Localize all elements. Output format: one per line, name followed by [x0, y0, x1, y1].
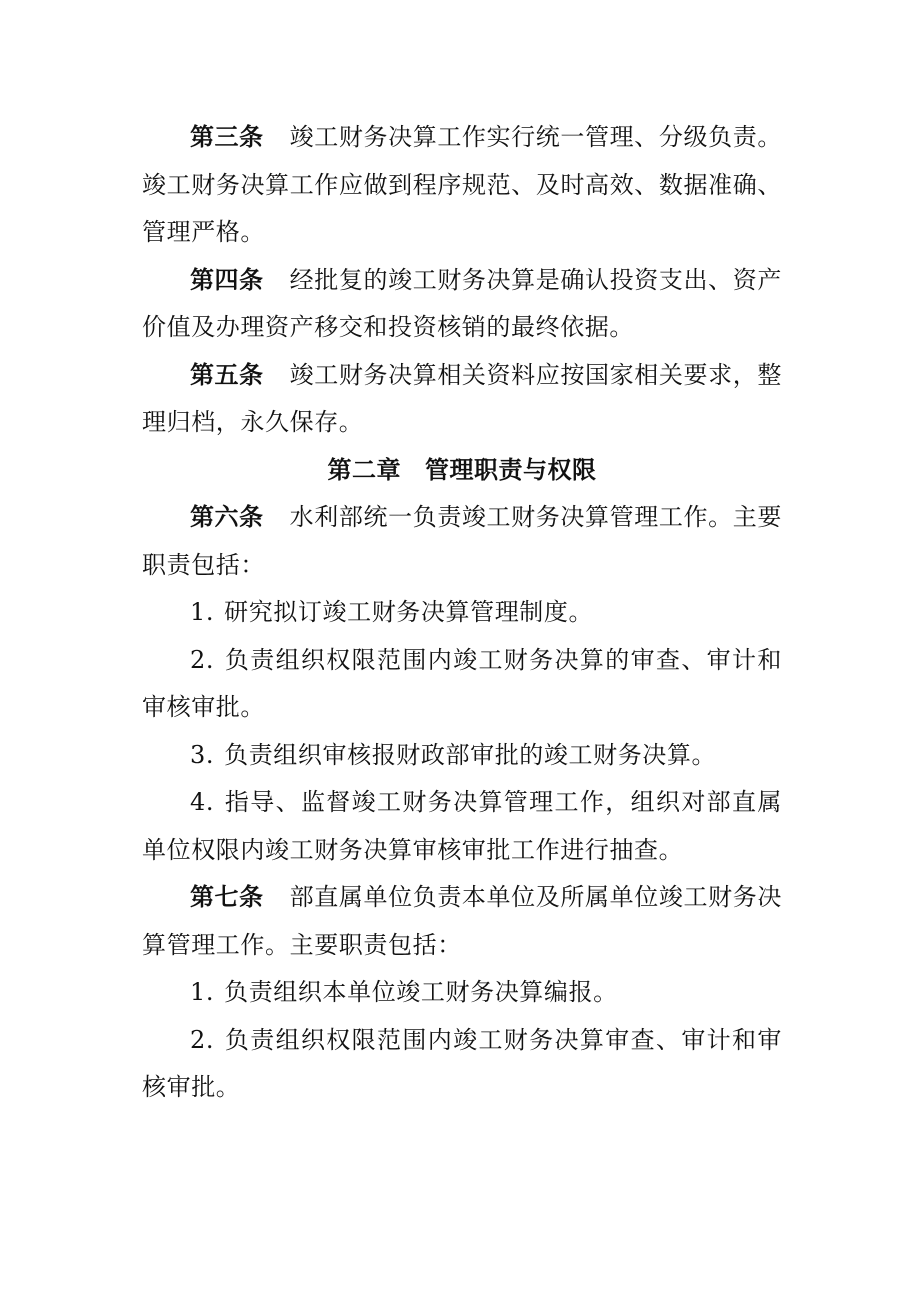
item-text: 负责组织权限范围内竣工财务决算审查、审计和审核审批。 — [142, 1025, 782, 1101]
article-4-label: 第四条 — [190, 265, 264, 294]
article-4-text: 经批复的竣工财务决算是确认投资支出、资产价值及办理资产移交和投资核销的最终依据。 — [142, 265, 783, 341]
article-7 — [142, 874, 782, 969]
article-5 — [142, 352, 782, 447]
item-text: 研究拟订竣工财务决算管理制度。 — [224, 598, 594, 626]
article-6 — [142, 494, 782, 589]
item-text: 负责组织审核报财政部审批的竣工财务决算。 — [224, 740, 717, 769]
item-text: 负责组织本单位竣工财务决算编报。 — [224, 978, 618, 1006]
item-number: 4. — [190, 788, 215, 816]
article-6-item-4 — [142, 779, 782, 874]
article-6-item-2 — [142, 637, 782, 732]
item-text: 负责组织权限范围内竣工财务决算的审查、审计和审核审批。 — [142, 645, 782, 721]
article-4 — [142, 257, 782, 352]
article-7-item-1 — [142, 969, 782, 1017]
article-6-item-3 — [142, 732, 782, 780]
article-6-label: 第六条 — [190, 503, 264, 531]
article-7-label: 第七条 — [190, 883, 264, 911]
article-3-label: 第三条 — [190, 123, 264, 151]
article-7-item-2 — [142, 1017, 782, 1112]
article-5-text: 竣工财务决算相关资料应按国家相关要求，整理归档，永久保存。 — [142, 360, 783, 436]
chapter-title: 管理职责与权限 — [425, 455, 597, 484]
chapter-heading — [142, 447, 782, 495]
item-number: 1. — [190, 598, 215, 626]
article-5-label: 第五条 — [190, 360, 264, 389]
article-3 — [142, 114, 782, 257]
article-7-text: 部直属单位负责本单位及所属单位竣工财务决算管理工作。主要职责包括： — [142, 883, 783, 959]
item-number: 2. — [190, 645, 215, 674]
article-3-text: 竣工财务决算工作实行统一管理、分级负责。竣工财务决算工作应做到程序规范、及时高效、数据准确、管理严格。 — [142, 123, 783, 246]
document-body — [142, 114, 782, 1112]
chapter-number: 第二章 — [327, 455, 401, 484]
item-number: 2. — [190, 1025, 215, 1054]
item-number: 3. — [190, 740, 215, 769]
item-number: 1. — [190, 978, 215, 1006]
item-text: 指导、监督竣工财务决算管理工作，组织对部直属单位权限内竣工财务决算审核审批工作进行抽查。 — [142, 788, 782, 864]
article-6-item-1 — [142, 589, 782, 637]
article-6-text: 水利部统一负责竣工财务决算管理工作。主要职责包括： — [142, 503, 783, 579]
